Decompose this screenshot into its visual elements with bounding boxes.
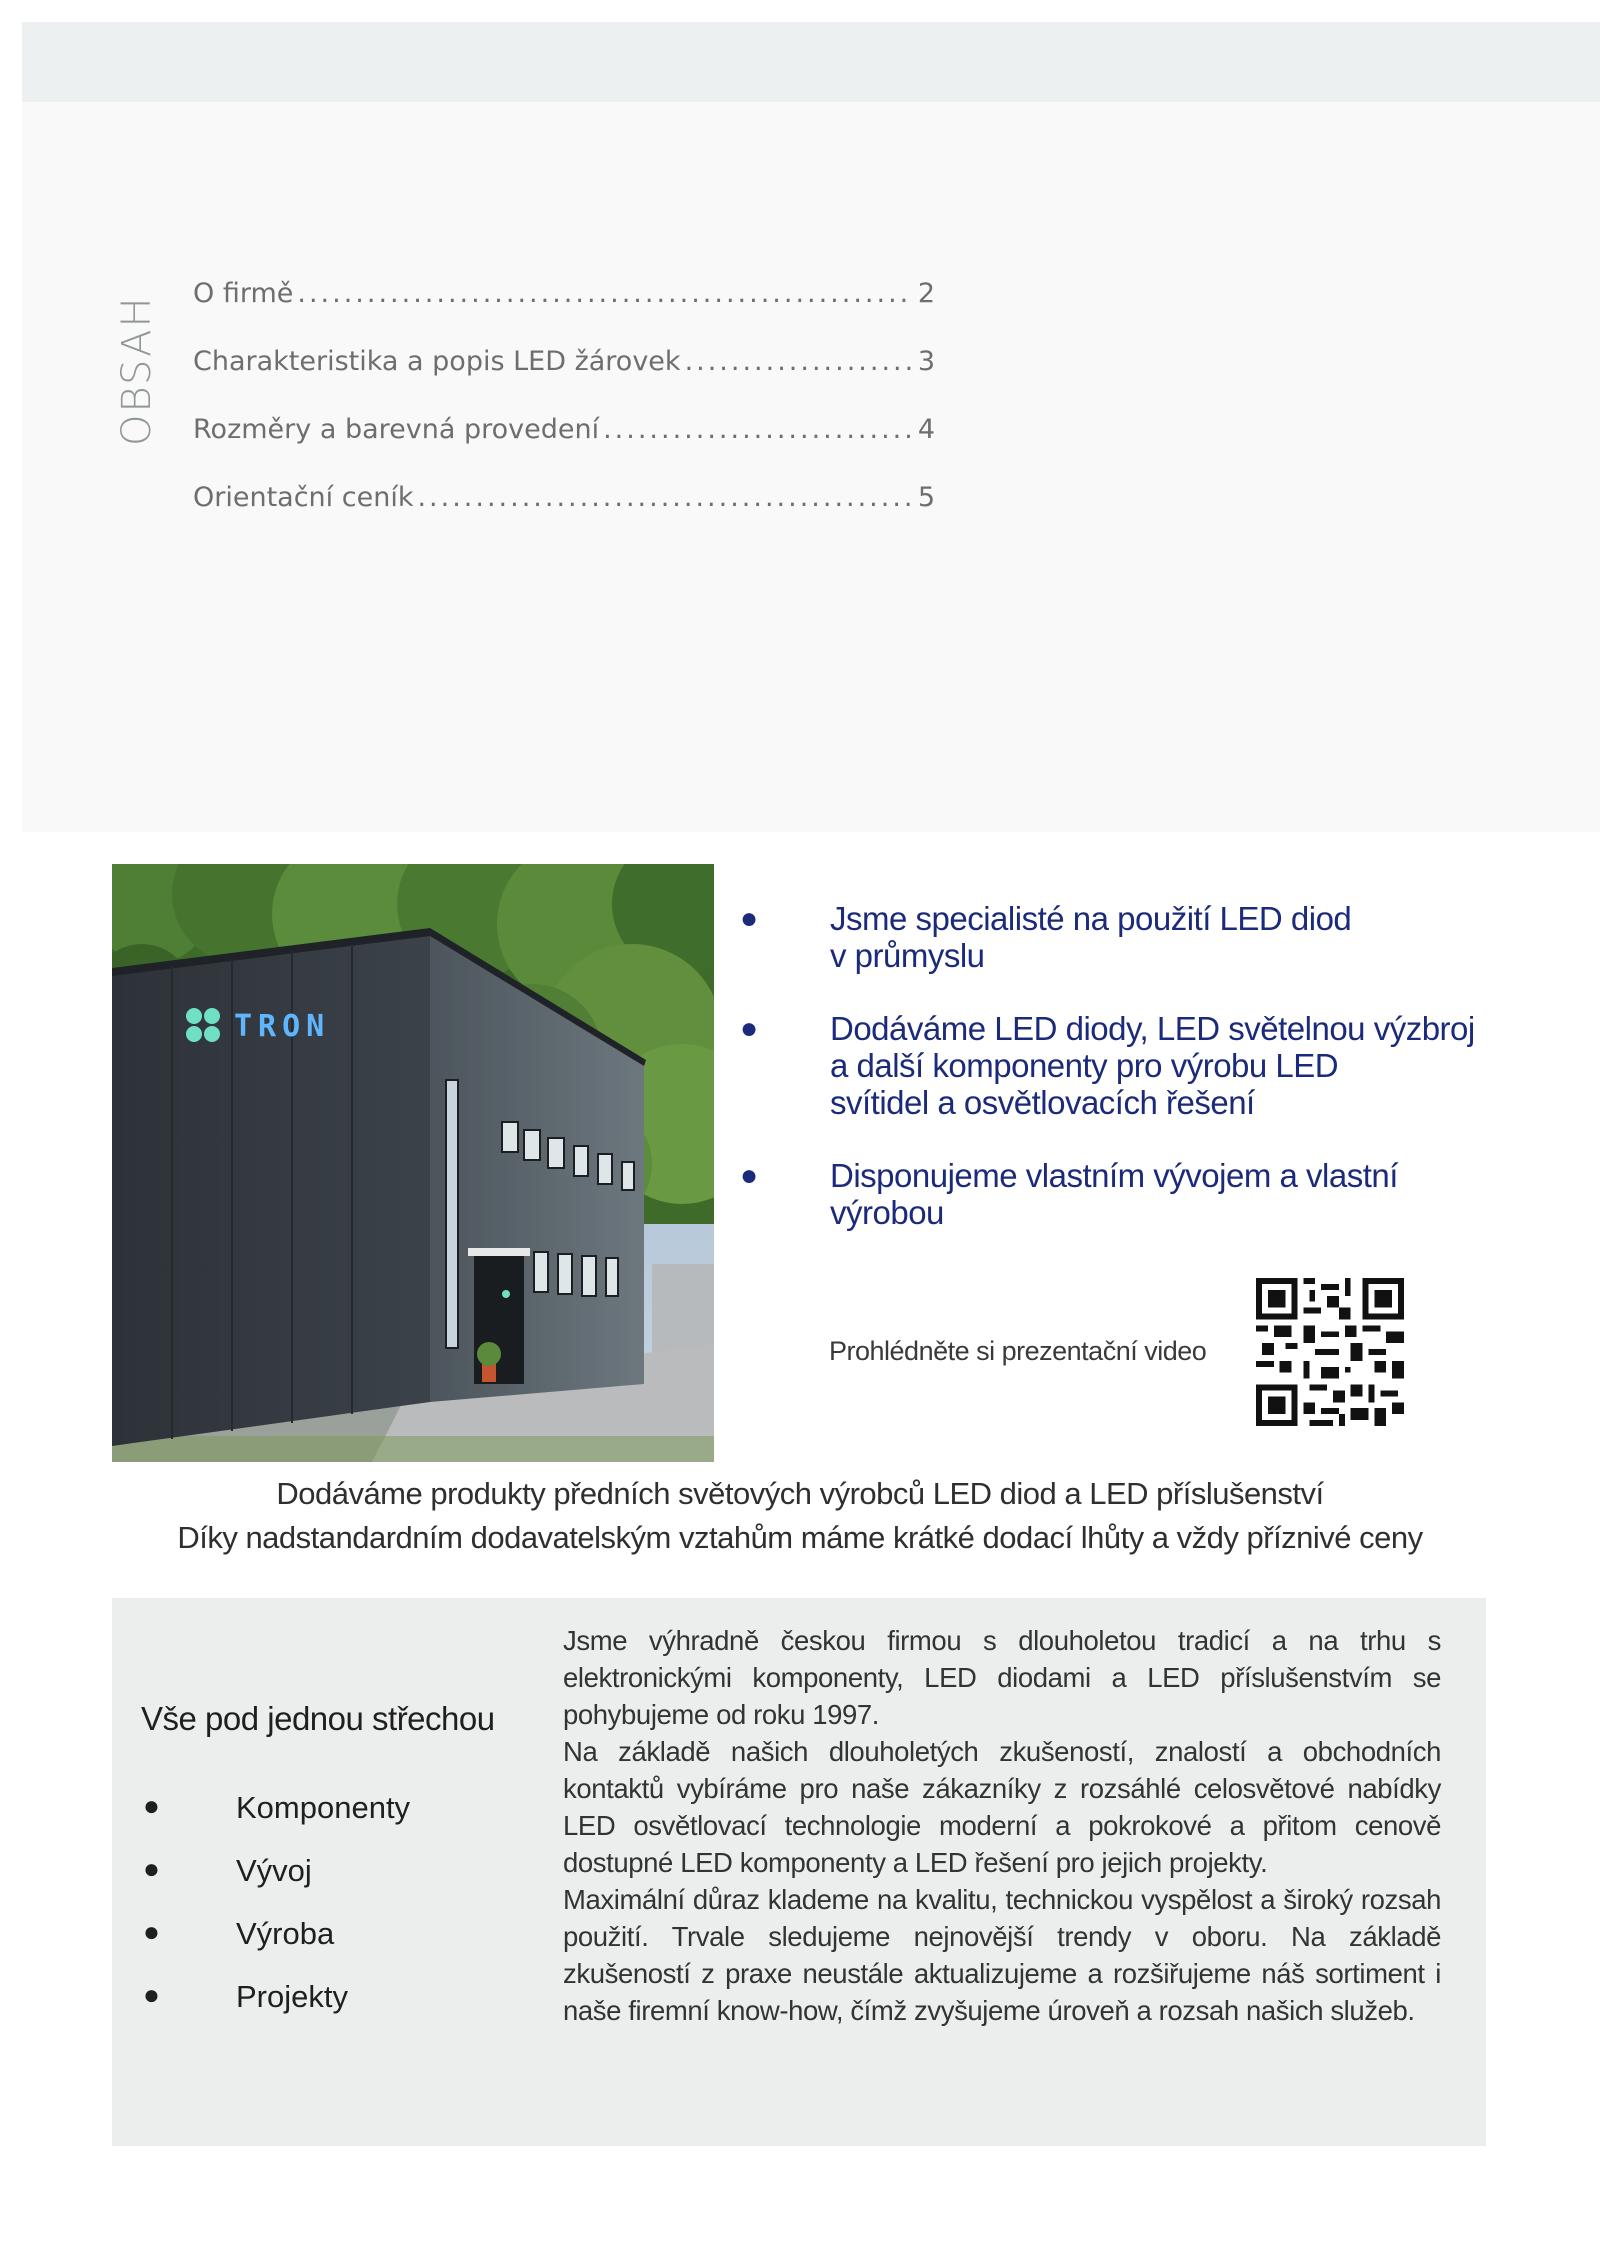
highlight-line: svítidel a osvětlovacích řešení xyxy=(830,1084,1255,1121)
service-label: Projekty xyxy=(236,1979,348,2014)
about-text xyxy=(563,1622,1441,2029)
highlight-line: Dodáváme LED diody, LED světelnou výzbroj xyxy=(830,1010,1475,1047)
toc-entry-title: O firmě xyxy=(193,278,294,309)
tagline-products: Dodáváme produkty předních světových výrobců LED diod a LED příslušenství xyxy=(276,1476,1324,1511)
service-label: Vývoj xyxy=(236,1853,312,1888)
bullet-icon: ● xyxy=(143,1853,160,1884)
bullet-icon: ● xyxy=(740,1159,758,1192)
video-label: Prohlédněte si prezentační video xyxy=(829,1336,1207,1366)
highlight-line: a další komponenty pro výrobu LED xyxy=(830,1047,1339,1084)
toc-entry-about[interactable] xyxy=(193,278,935,346)
about-paragraph: Na základě našich dlouholetých zkušeností, znalostí a obchodních kontaktů vybíráme pro naše zákazníky z rozsáhlé celosvětové nabídky LED osvětlovací technologie moderní a pokrokové a přitom cenově dostupné LED komponenty a LED řešení pro jejich projekty. xyxy=(563,1736,1441,1878)
bullet-icon: ● xyxy=(740,902,758,935)
highlights-list xyxy=(734,900,1494,1267)
service-label: Výroba xyxy=(236,1916,335,1951)
toc-entry-page: 4 xyxy=(917,414,935,445)
highlight-line: v průmyslu xyxy=(830,937,985,974)
toc-entry-page: 5 xyxy=(917,482,935,513)
bullet-icon: ● xyxy=(143,1979,160,2010)
bullet-icon: ● xyxy=(143,1916,160,1947)
toc-entry-title: Charakteristika a popis LED žárovek xyxy=(193,346,681,377)
toc-entry-page: 2 xyxy=(917,278,935,309)
toc-entry-page: 3 xyxy=(917,346,935,377)
toc-entry-dimensions[interactable] xyxy=(193,414,935,482)
highlight-item xyxy=(734,1157,1494,1231)
highlight-item xyxy=(734,900,1494,974)
highlight-line: Jsme specialisté na použití LED diod xyxy=(830,900,1352,937)
toc-leader-dots xyxy=(297,278,913,309)
toc-entry-characteristics[interactable] xyxy=(193,346,935,414)
company-building-photo xyxy=(112,864,714,1462)
toc-leader-dots xyxy=(603,414,914,445)
about-paragraph: Maximální důraz klademe na kvalitu, technickou vyspělost a široký rozsah použití. Trvale sledujeme nejnovější trendy v oboru. Na základě zkušeností z praxe neustále aktualizujeme a rozšiřujeme náš sortiment i naše firemní know-how, čímž zvyšujeme úroveň a rozsah našich služeb. xyxy=(563,1884,1441,2026)
tagline-delivery: Díky nadstandardním dodavatelským vztahům máme krátké dodací lhůty a vždy příznivé ceny xyxy=(177,1520,1423,1555)
toc-leader-dots xyxy=(685,346,914,377)
qr-code-icon[interactable] xyxy=(1256,1278,1404,1426)
toc-entry-title: Orientační ceník xyxy=(193,482,414,513)
toc-heading: OBSAH xyxy=(114,295,160,446)
about-paragraph: Jsme výhradně českou firmou s dlouholetou tradicí a na trhu s elektronickými komponenty, LED diodami a LED příslušenstvím se pohybujeme od roku 1997. xyxy=(563,1625,1441,1730)
toc-entry-pricelist[interactable] xyxy=(193,482,935,550)
service-label: Komponenty xyxy=(236,1790,411,1825)
bullet-icon: ● xyxy=(143,1790,160,1821)
highlight-line: Disponujeme vlastním vývojem a vlastní xyxy=(830,1157,1398,1194)
table-of-contents xyxy=(193,278,935,550)
highlight-line: výrobou xyxy=(830,1194,944,1231)
bullet-icon: ● xyxy=(740,1012,758,1045)
services-heading: Vše pod jednou střechou xyxy=(141,1700,495,1737)
toc-entry-title: Rozměry a barevná provedení xyxy=(193,414,600,445)
toc-leader-dots xyxy=(417,482,913,513)
building-sign-text: TRON xyxy=(234,1009,331,1044)
highlight-item xyxy=(734,1010,1494,1121)
header-band xyxy=(22,22,1600,102)
